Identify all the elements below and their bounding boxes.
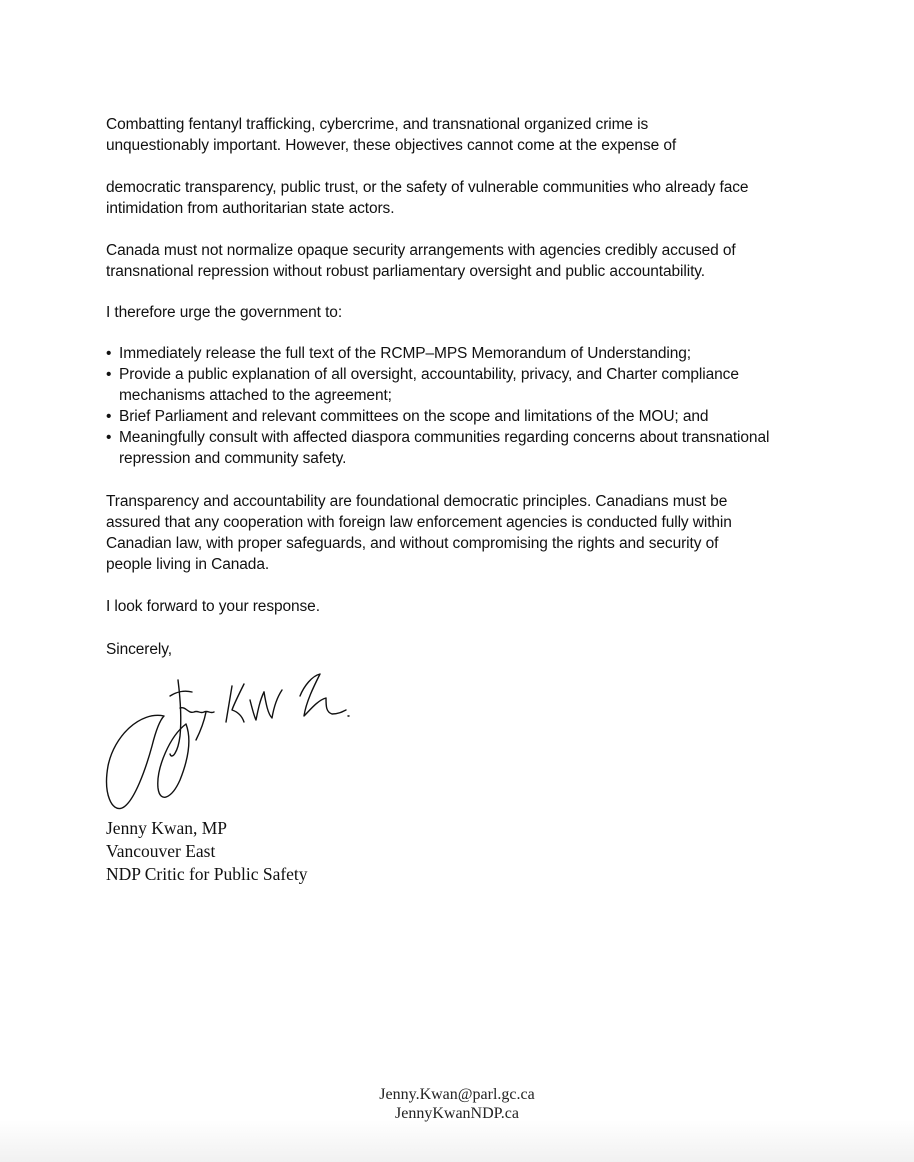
paragraph-line: Sincerely, [106, 641, 172, 658]
paragraph-urge [106, 302, 816, 323]
signatory-name: Jenny Kwan, MP [106, 818, 228, 838]
paragraph-line: people living in Canada. [106, 556, 270, 573]
paragraph-line: Transparency and accountability are foundational democratic principles. Canadians must be [106, 493, 728, 510]
paragraph-line: Canadian law, with proper safeguards, and without compromising the rights and security of [106, 535, 719, 552]
paragraph-line: unquestionably important. However, these objectives cannot come at the expense of [106, 137, 677, 154]
handwritten-signature [100, 656, 360, 816]
letter-footer [0, 1085, 914, 1123]
paragraph-transparency [106, 177, 816, 219]
paragraph-line: Canada must not normalize opaque security arrangements with agencies credibly accused of [106, 242, 736, 259]
paragraph-line: transnational repression without robust parliamentary oversight and public accountability. [106, 263, 705, 280]
signatory-block [106, 817, 308, 886]
footer-email[interactable]: Jenny.Kwan@parl.gc.ca [379, 1086, 535, 1103]
action-list [106, 343, 816, 469]
paragraph-intro [106, 114, 816, 156]
paragraph-line: I therefore urge the government to: [106, 304, 343, 321]
paragraph-line: I look forward to your response. [106, 598, 320, 615]
action-item: • Meaningfully consult with affected diaspora communities regarding concerns about transnational repression and community safety. [106, 427, 816, 469]
footer-website[interactable]: JennyKwanNDP.ca [395, 1105, 519, 1122]
signatory-role: NDP Critic for Public Safety [106, 864, 308, 884]
paragraph-line: democratic transparency, public trust, or the safety of vulnerable communities who already face [106, 179, 749, 196]
paragraph-principles [106, 491, 816, 575]
signatory-riding: Vancouver East [106, 841, 216, 861]
action-item: • Brief Parliament and relevant committees on the scope and limitations of the MOU; and [106, 406, 816, 427]
paragraph-line: assured that any cooperation with foreign law enforcement agencies is conducted fully within [106, 514, 732, 531]
closing-line [106, 596, 816, 617]
paragraph-oversight [106, 240, 816, 282]
paragraph-line: Combatting fentanyl trafficking, cybercrime, and transnational organized crime is [106, 116, 649, 133]
action-item: • Provide a public explanation of all oversight, accountability, privacy, and Charter compliance mechanisms attached to the agreement; [106, 364, 816, 406]
paragraph-line: intimidation from authoritarian state actors. [106, 200, 395, 217]
action-item: • Immediately release the full text of the RCMP–MPS Memorandum of Understanding; [106, 343, 816, 364]
